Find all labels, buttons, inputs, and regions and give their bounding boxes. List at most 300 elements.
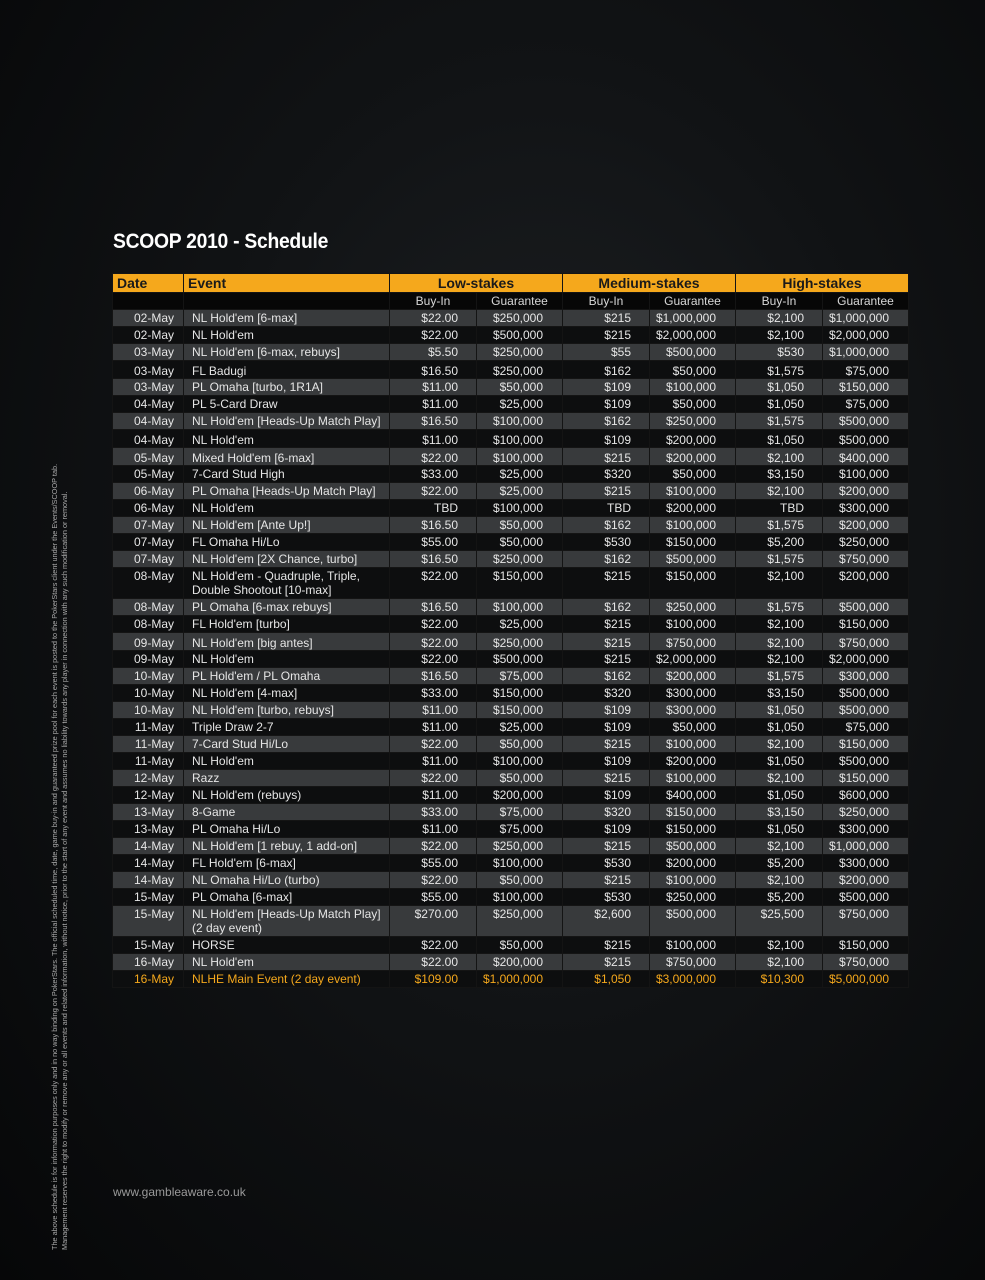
row-medium-guarantee: $300,000 [650,685,736,702]
row-date: 02-May [113,310,184,327]
row-medium-guarantee: $50,000 [650,466,736,483]
row-date: 05-May [113,448,184,466]
row-medium-guarantee: $200,000 [650,430,736,448]
table-row [113,685,909,702]
page-title: SCOOP 2010 - Schedule [113,230,329,253]
row-low-buyin: $22.00 [390,736,477,753]
table-row [113,821,909,838]
row-high-guarantee: $750,000 [823,954,909,971]
table-row [113,568,909,599]
row-high-buyin: TBD [736,500,823,517]
row-event-label: NL Hold'em (rebuys) [192,788,302,802]
row-medium-guarantee: $1,000,000 [650,310,736,327]
row-event-label: NL Hold'em [192,754,254,768]
row-event-label: NL Hold'em [192,328,254,342]
row-medium-guarantee: $750,000 [650,954,736,971]
table-row [113,551,909,568]
row-low-buyin: $5.50 [390,344,477,361]
row-medium-guarantee: $150,000 [650,821,736,838]
row-event-label: NL Hold'em [Heads-Up Match Play] [192,414,381,428]
row-low-guarantee: $25,000 [477,719,563,736]
row-low-guarantee: $100,000 [477,599,563,616]
row-high-guarantee: $150,000 [823,770,909,787]
row-low-guarantee: $100,000 [477,500,563,517]
row-medium-buyin: $109 [563,753,650,770]
row-event [184,954,390,971]
row-high-guarantee: $500,000 [823,702,909,719]
row-event-label: PL Omaha [6-max] [192,890,293,904]
row-high-guarantee: $600,000 [823,787,909,804]
row-high-guarantee: $150,000 [823,379,909,396]
table-row [113,719,909,736]
row-high-buyin: $2,100 [736,937,823,954]
table-row [113,500,909,517]
row-medium-buyin: $109 [563,396,650,413]
row-medium-guarantee: $500,000 [650,906,736,937]
table-row [113,954,909,971]
row-event-label: FL Hold'em [turbo] [192,617,290,631]
row-medium-guarantee: $100,000 [650,736,736,753]
row-high-guarantee: $300,000 [823,821,909,838]
table-row [113,413,909,430]
table-row [113,668,909,685]
row-date: 10-May [113,668,184,685]
row-low-guarantee: $200,000 [477,954,563,971]
table-row [113,616,909,633]
row-high-buyin: $3,150 [736,685,823,702]
row-low-guarantee: $25,000 [477,396,563,413]
row-medium-guarantee: $750,000 [650,633,736,651]
row-event-label: NL Hold'em [Ante Up!] [192,518,311,532]
row-low-guarantee: $50,000 [477,937,563,954]
table-row [113,736,909,753]
row-low-buyin: $11.00 [390,430,477,448]
row-event [184,651,390,668]
row-low-buyin: $22.00 [390,937,477,954]
row-low-buyin: $55.00 [390,534,477,551]
row-event [184,599,390,616]
header-row [113,274,909,293]
row-high-guarantee: $75,000 [823,361,909,379]
row-low-guarantee: $50,000 [477,517,563,534]
table-row [113,327,909,344]
row-medium-buyin: $215 [563,770,650,787]
row-event-label: NL Hold'em [6-max] [192,311,298,325]
table-row [113,753,909,770]
table-row [113,517,909,534]
row-high-buyin: $1,575 [736,551,823,568]
row-low-guarantee: $250,000 [477,344,563,361]
row-low-buyin: $11.00 [390,821,477,838]
row-low-guarantee: $50,000 [477,770,563,787]
row-medium-guarantee: $100,000 [650,872,736,889]
row-event [184,413,390,430]
row-event [184,483,390,500]
row-low-buyin: $16.50 [390,599,477,616]
table-row [113,804,909,821]
row-event [184,327,390,344]
row-event-label: PL Omaha [6-max rebuys] [192,600,332,614]
row-event-label: PL Omaha [turbo, 1R1A] [192,380,323,394]
row-event [184,668,390,685]
row-high-buyin: $5,200 [736,855,823,872]
row-event [184,702,390,719]
row-event [184,838,390,855]
row-event [184,344,390,361]
header-low-stakes: Low-stakes [390,274,563,293]
website-url[interactable]: www.gambleaware.co.uk [113,1185,246,1199]
row-low-buyin: $33.00 [390,685,477,702]
subheader-medium-guarantee: Guarantee [650,293,736,310]
row-high-guarantee: $750,000 [823,906,909,937]
row-event [184,855,390,872]
row-event [184,906,390,937]
row-medium-buyin: $215 [563,310,650,327]
row-low-buyin: $22.00 [390,448,477,466]
row-high-buyin: $2,100 [736,651,823,668]
row-medium-guarantee: $100,000 [650,379,736,396]
row-medium-guarantee: $50,000 [650,719,736,736]
row-low-buyin: $22.00 [390,838,477,855]
row-low-buyin: $11.00 [390,719,477,736]
row-low-buyin: $22.00 [390,651,477,668]
row-date: 11-May [113,736,184,753]
row-low-buyin: $22.00 [390,770,477,787]
row-low-guarantee: $100,000 [477,413,563,430]
row-medium-buyin: $215 [563,568,650,599]
table-row [113,448,909,466]
row-medium-buyin: $320 [563,804,650,821]
row-low-guarantee: $250,000 [477,906,563,937]
row-medium-guarantee: $150,000 [650,534,736,551]
row-medium-buyin: $530 [563,855,650,872]
row-high-guarantee: $250,000 [823,534,909,551]
row-medium-guarantee: $250,000 [650,413,736,430]
row-event [184,770,390,787]
row-medium-buyin: $215 [563,651,650,668]
row-event [184,379,390,396]
row-high-buyin: $2,100 [736,633,823,651]
row-event-label: NL Hold'em [6-max, rebuys] [192,345,340,359]
table-row [113,396,909,413]
row-low-buyin: $109.00 [390,971,477,988]
header-date: Date [113,274,184,293]
row-event-label: 8-Game [192,805,236,819]
row-high-guarantee: $150,000 [823,937,909,954]
table-row [113,770,909,787]
row-low-guarantee: $500,000 [477,651,563,668]
row-low-guarantee: $75,000 [477,821,563,838]
row-high-buyin: $1,575 [736,517,823,534]
row-event-label: NL Hold'em [192,955,254,969]
table-row [113,430,909,448]
row-medium-buyin: $162 [563,551,650,568]
row-low-guarantee: $50,000 [477,534,563,551]
row-high-guarantee: $750,000 [823,551,909,568]
table-row [113,633,909,651]
row-medium-buyin: $215 [563,633,650,651]
row-event-label: Mixed Hold'em [6-max] [192,451,315,465]
row-low-buyin: $22.00 [390,954,477,971]
row-high-buyin: $2,100 [736,483,823,500]
row-date: 15-May [113,906,184,937]
row-medium-buyin: $215 [563,736,650,753]
row-high-guarantee: $750,000 [823,633,909,651]
row-event [184,396,390,413]
table-row [113,534,909,551]
row-low-guarantee: $150,000 [477,685,563,702]
row-high-guarantee: $1,000,000 [823,310,909,327]
row-medium-guarantee: $3,000,000 [650,971,736,988]
row-medium-guarantee: $100,000 [650,483,736,500]
row-medium-buyin: $162 [563,668,650,685]
row-medium-buyin: $162 [563,517,650,534]
table-row [113,855,909,872]
row-high-guarantee: $300,000 [823,668,909,685]
row-high-buyin: $3,150 [736,804,823,821]
row-high-buyin: $1,050 [736,753,823,770]
row-medium-buyin: $1,050 [563,971,650,988]
row-medium-buyin: $162 [563,599,650,616]
row-medium-guarantee: $150,000 [650,804,736,821]
row-event-label: NL Hold'em - Quadruple, Triple, Double Shootout [10-max] [192,569,360,597]
row-event-label: PL Hold'em / PL Omaha [192,669,321,683]
row-event [184,872,390,889]
row-medium-buyin: $215 [563,616,650,633]
table-row-main-event [113,971,909,988]
row-event [184,517,390,534]
row-low-guarantee: $75,000 [477,668,563,685]
header-high-stakes: High-stakes [736,274,909,293]
row-date: 16-May [113,971,184,988]
subheader-low-buyin: Buy-In [390,293,477,310]
row-medium-buyin: $215 [563,872,650,889]
row-event [184,616,390,633]
row-low-buyin: $55.00 [390,855,477,872]
row-high-guarantee: $200,000 [823,872,909,889]
row-high-buyin: $1,050 [736,379,823,396]
row-event [184,736,390,753]
row-event [184,971,390,988]
row-low-guarantee: $250,000 [477,361,563,379]
row-high-buyin: $1,050 [736,396,823,413]
row-event [184,889,390,906]
row-low-buyin: $22.00 [390,568,477,599]
table-row [113,379,909,396]
row-high-buyin: $1,575 [736,413,823,430]
header-event: Event [184,274,390,293]
row-event [184,466,390,483]
row-low-guarantee: $500,000 [477,327,563,344]
row-low-buyin: $16.50 [390,551,477,568]
row-event-label: FL Badugi [192,364,247,378]
row-date: 10-May [113,702,184,719]
row-medium-guarantee: $200,000 [650,855,736,872]
row-event [184,821,390,838]
row-high-guarantee: $200,000 [823,568,909,599]
row-medium-buyin: $215 [563,838,650,855]
row-date: 05-May [113,466,184,483]
row-event-label: 7-Card Stud Hi/Lo [192,737,289,751]
row-high-guarantee: $500,000 [823,753,909,770]
row-medium-guarantee: $100,000 [650,770,736,787]
row-medium-buyin: $530 [563,534,650,551]
table-row [113,651,909,668]
row-date: 06-May [113,500,184,517]
row-high-guarantee: $1,000,000 [823,344,909,361]
row-date: 14-May [113,872,184,889]
row-medium-buyin: $109 [563,379,650,396]
row-date: 13-May [113,821,184,838]
row-low-buyin: $11.00 [390,753,477,770]
table-row [113,344,909,361]
row-event-label: NL Hold'em [Heads-Up Match Play] (2 day event) [192,907,381,935]
row-low-buyin: $22.00 [390,327,477,344]
table-row [113,361,909,379]
row-high-guarantee: $250,000 [823,804,909,821]
row-low-buyin: $33.00 [390,466,477,483]
row-event-label: PL Omaha [Heads-Up Match Play] [192,484,376,498]
row-low-guarantee: $25,000 [477,483,563,500]
row-medium-buyin: $530 [563,889,650,906]
row-date: 09-May [113,651,184,668]
row-event-label: NL Hold'em [turbo, rebuys] [192,703,334,717]
row-low-guarantee: $25,000 [477,466,563,483]
schedule-body [113,310,909,988]
row-high-buyin: $2,100 [736,736,823,753]
row-low-buyin: $55.00 [390,889,477,906]
row-low-buyin: $16.50 [390,668,477,685]
row-low-guarantee: $250,000 [477,633,563,651]
row-event [184,633,390,651]
row-medium-buyin: $320 [563,466,650,483]
row-event-label: Triple Draw 2-7 [192,720,274,734]
row-low-buyin: $270.00 [390,906,477,937]
row-low-guarantee: $75,000 [477,804,563,821]
row-medium-buyin: $215 [563,954,650,971]
row-high-buyin: $25,500 [736,906,823,937]
row-high-buyin: $5,200 [736,889,823,906]
row-event [184,534,390,551]
row-high-buyin: $2,100 [736,872,823,889]
row-event-label: HORSE [192,938,235,952]
row-high-buyin: $2,100 [736,568,823,599]
row-event [184,937,390,954]
row-low-guarantee: $50,000 [477,379,563,396]
row-medium-buyin: $162 [563,361,650,379]
row-medium-buyin: $215 [563,448,650,466]
row-date: 04-May [113,430,184,448]
header-medium-stakes: Medium-stakes [563,274,736,293]
row-low-buyin: $11.00 [390,396,477,413]
row-event-label: NL Hold'em [1 rebuy, 1 add-on] [192,839,358,853]
row-date: 07-May [113,517,184,534]
table-row [113,872,909,889]
row-medium-guarantee: $2,000,000 [650,327,736,344]
row-event-label: NL Hold'em [big antes] [192,636,313,650]
schedule-table [112,273,909,988]
row-date: 08-May [113,616,184,633]
row-high-buyin: $530 [736,344,823,361]
table-row [113,787,909,804]
table-row [113,702,909,719]
row-event [184,551,390,568]
row-event-label: NL Hold'em [2X Chance, turbo] [192,552,358,566]
row-high-guarantee: $500,000 [823,599,909,616]
row-date: 09-May [113,633,184,651]
row-medium-guarantee: $500,000 [650,838,736,855]
row-high-buyin: $1,050 [736,430,823,448]
row-high-guarantee: $400,000 [823,448,909,466]
row-high-guarantee: $500,000 [823,889,909,906]
subheader-low-guarantee: Guarantee [477,293,563,310]
row-date: 16-May [113,954,184,971]
row-low-buyin: $22.00 [390,310,477,327]
row-medium-guarantee: $200,000 [650,753,736,770]
row-medium-guarantee: $2,000,000 [650,651,736,668]
row-event [184,804,390,821]
row-high-guarantee: $500,000 [823,413,909,430]
row-low-guarantee: $100,000 [477,855,563,872]
row-date: 02-May [113,327,184,344]
row-event-label: Razz [192,771,220,785]
row-low-buyin: $22.00 [390,483,477,500]
row-high-buyin: $1,050 [736,719,823,736]
row-low-guarantee: $50,000 [477,872,563,889]
row-high-guarantee: $300,000 [823,500,909,517]
row-low-buyin: $16.50 [390,361,477,379]
row-event [184,568,390,599]
row-low-buyin: $22.00 [390,872,477,889]
row-event [184,685,390,702]
row-medium-buyin: $109 [563,430,650,448]
row-event-label: NL Hold'em [4-max] [192,686,298,700]
row-event-label: NL Hold'em [192,433,254,447]
row-medium-guarantee: $200,000 [650,668,736,685]
row-event-label: NL Hold'em [192,501,254,515]
row-high-buyin: $10,300 [736,971,823,988]
row-event-label: 7-Card Stud High [192,467,285,481]
row-high-buyin: $5,200 [736,534,823,551]
row-low-guarantee: $100,000 [477,889,563,906]
row-date: 03-May [113,344,184,361]
row-low-guarantee: $200,000 [477,787,563,804]
row-low-buyin: $11.00 [390,702,477,719]
row-event [184,361,390,379]
row-low-guarantee: $1,000,000 [477,971,563,988]
subheader-empty [113,293,184,310]
row-medium-guarantee: $200,000 [650,448,736,466]
row-date: 15-May [113,937,184,954]
row-medium-guarantee: $50,000 [650,361,736,379]
row-low-buyin: $11.00 [390,787,477,804]
row-high-guarantee: $2,000,000 [823,651,909,668]
row-event [184,787,390,804]
row-event-label: NL Hold'em [192,652,254,666]
row-date: 07-May [113,551,184,568]
row-low-guarantee: $50,000 [477,736,563,753]
row-high-guarantee: $2,000,000 [823,327,909,344]
disclaimer-line-1: The above schedule is for information purposes only and in no way binding on PokerStars. The official scheduled time, date, game buy-in and guaranteed prize pool for each event is posted to the PokerStars client under the Events/SCOOP tab. [50,463,59,1250]
row-date: 10-May [113,685,184,702]
row-date: 03-May [113,379,184,396]
row-medium-guarantee: $500,000 [650,551,736,568]
row-medium-guarantee: $300,000 [650,702,736,719]
row-high-buyin: $2,100 [736,327,823,344]
row-high-buyin: $2,100 [736,770,823,787]
row-low-buyin: $22.00 [390,633,477,651]
row-event [184,500,390,517]
